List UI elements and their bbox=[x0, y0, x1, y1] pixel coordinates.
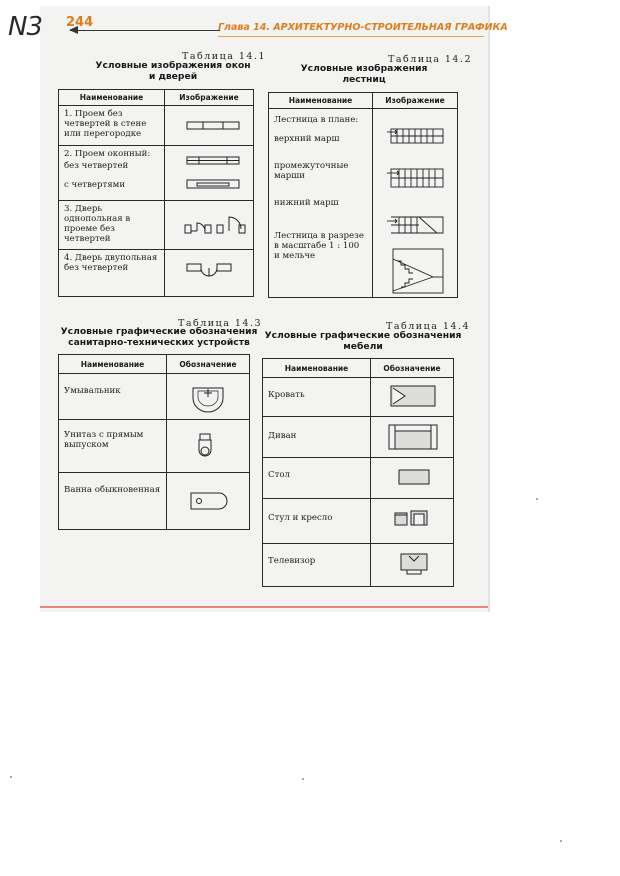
table-14-1-title bbox=[68, 60, 278, 82]
row-image bbox=[165, 201, 254, 250]
col-header-name: Наименование bbox=[269, 93, 373, 109]
row-label: нижний марш bbox=[274, 198, 339, 208]
row-image bbox=[167, 374, 250, 420]
table-row bbox=[59, 106, 165, 146]
table-row bbox=[263, 544, 371, 587]
row-label: Диван bbox=[268, 431, 297, 441]
table-14-3-number: Таблица 14.3 bbox=[178, 318, 263, 329]
row-label: промежуточные марши bbox=[274, 161, 349, 181]
table-14-2-title bbox=[280, 63, 448, 85]
scan-speck bbox=[536, 498, 538, 500]
page-number: 244 bbox=[66, 15, 94, 30]
col-header-name: Наименование bbox=[59, 355, 167, 374]
chair-armchair-icon bbox=[371, 499, 453, 543]
row-image bbox=[165, 106, 254, 146]
row-label: 2. Проем оконный: bbox=[64, 149, 151, 159]
row-image bbox=[167, 420, 250, 473]
scan-speck bbox=[560, 840, 562, 842]
row-label: 3. Дверь однопольная в проеме без четвертей bbox=[64, 204, 131, 244]
table-row bbox=[263, 458, 371, 499]
double-door-icon bbox=[165, 250, 253, 296]
table-row bbox=[59, 146, 165, 201]
table-14-4-number: Таблица 14.4 bbox=[386, 321, 471, 332]
row-image bbox=[165, 146, 254, 201]
row-image bbox=[371, 417, 454, 458]
row-image bbox=[373, 109, 458, 298]
row-image bbox=[165, 250, 254, 297]
table-14-3 bbox=[58, 354, 250, 530]
col-header-name: Наименование bbox=[263, 359, 371, 378]
page-bottom-rule bbox=[40, 606, 488, 608]
col-header-symbol: Обозначение bbox=[371, 359, 454, 378]
row-label: Умывальник bbox=[64, 386, 121, 396]
row-sublabel: без четвертей bbox=[64, 161, 129, 171]
table-14-1-number: Таблица 14.1 bbox=[182, 51, 267, 62]
table-14-4-title-line2: мебели bbox=[343, 341, 383, 352]
table-14-4-title-line1: Условные графические обозначения bbox=[264, 330, 462, 341]
table-14-3-title bbox=[56, 326, 262, 348]
row-label: Лестница в плане: bbox=[274, 115, 359, 125]
scan-speck bbox=[10, 776, 12, 778]
scan-speck bbox=[302, 778, 304, 780]
table-row bbox=[59, 250, 165, 297]
tv-icon bbox=[371, 544, 453, 586]
row-image bbox=[371, 499, 454, 544]
table-row bbox=[59, 374, 167, 420]
table-14-4 bbox=[262, 358, 454, 587]
bathtub-icon bbox=[167, 473, 249, 529]
table-14-2-title-line1: Условные изображения bbox=[300, 63, 428, 74]
table-row bbox=[59, 420, 167, 473]
sofa-icon bbox=[371, 417, 453, 457]
window-opening-icon bbox=[165, 146, 253, 200]
row-label: Стол bbox=[268, 470, 290, 480]
table-14-1-title-line1: Условные изображения окон bbox=[95, 60, 251, 71]
row-image bbox=[371, 544, 454, 587]
handwritten-arrow-icon bbox=[70, 30, 220, 31]
row-label: Лестница в разрезе в масштабе 1 : 100 и мельче bbox=[274, 231, 364, 261]
table-row bbox=[263, 378, 371, 417]
stair-intermediate-flight-icon bbox=[387, 169, 443, 187]
col-header-image: Изображение bbox=[373, 93, 458, 109]
stair-upper-flight-icon bbox=[387, 129, 443, 143]
stairs-images bbox=[373, 109, 457, 297]
header-rule bbox=[218, 36, 484, 37]
opening-no-rebate-icon bbox=[165, 106, 253, 145]
row-label: 1. Проем без четвертей в стене или перегородке bbox=[64, 109, 147, 139]
col-header-name: Наименование bbox=[59, 90, 165, 106]
handwritten-label: N3 bbox=[8, 12, 42, 42]
table-row bbox=[263, 417, 371, 458]
col-header-image: Изображение bbox=[165, 90, 254, 106]
stair-lower-flight-icon bbox=[387, 217, 443, 233]
table-row bbox=[59, 201, 165, 250]
row-label: Телевизор bbox=[268, 556, 316, 566]
col-header-symbol: Обозначение bbox=[167, 355, 250, 374]
toilet-icon bbox=[167, 420, 249, 472]
table-14-1-title-line2: и дверей bbox=[148, 71, 198, 82]
washbasin-icon bbox=[167, 374, 249, 419]
table-row bbox=[263, 499, 371, 544]
table-14-1 bbox=[58, 89, 254, 297]
row-label: Кровать bbox=[268, 390, 305, 400]
row-image bbox=[371, 458, 454, 499]
row-label: Ванна обыкновенная bbox=[64, 485, 161, 495]
row-image bbox=[167, 473, 250, 530]
table-14-2-title-line2: лестниц bbox=[342, 74, 386, 85]
table-14-2-number: Таблица 14.2 bbox=[388, 54, 473, 65]
row-label: Унитаз с прямым выпуском bbox=[64, 430, 144, 450]
row-image bbox=[371, 378, 454, 417]
table-icon bbox=[371, 458, 453, 498]
stair-section-icon bbox=[393, 249, 443, 293]
row-label: 4. Дверь двупольная без четвертей bbox=[64, 253, 158, 273]
table-row bbox=[59, 473, 167, 530]
table-14-3-title-line2: санитарно-технических устройств bbox=[68, 337, 250, 348]
chapter-title: Глава 14. АРХИТЕКТУРНО-СТРОИТЕЛЬНАЯ ГРАФИКА bbox=[218, 22, 508, 33]
table-14-4-title bbox=[264, 330, 462, 352]
row-sublabel: с четвертями bbox=[64, 180, 126, 190]
row-label: Стул и кресло bbox=[268, 513, 333, 523]
table-row bbox=[269, 109, 373, 298]
bed-icon bbox=[371, 378, 453, 416]
table-14-3-title-line1: Условные графические обозначения bbox=[60, 326, 258, 337]
table-14-2 bbox=[268, 92, 458, 298]
single-door-icon bbox=[165, 201, 253, 249]
row-sublabel: верхний марш bbox=[274, 134, 340, 144]
